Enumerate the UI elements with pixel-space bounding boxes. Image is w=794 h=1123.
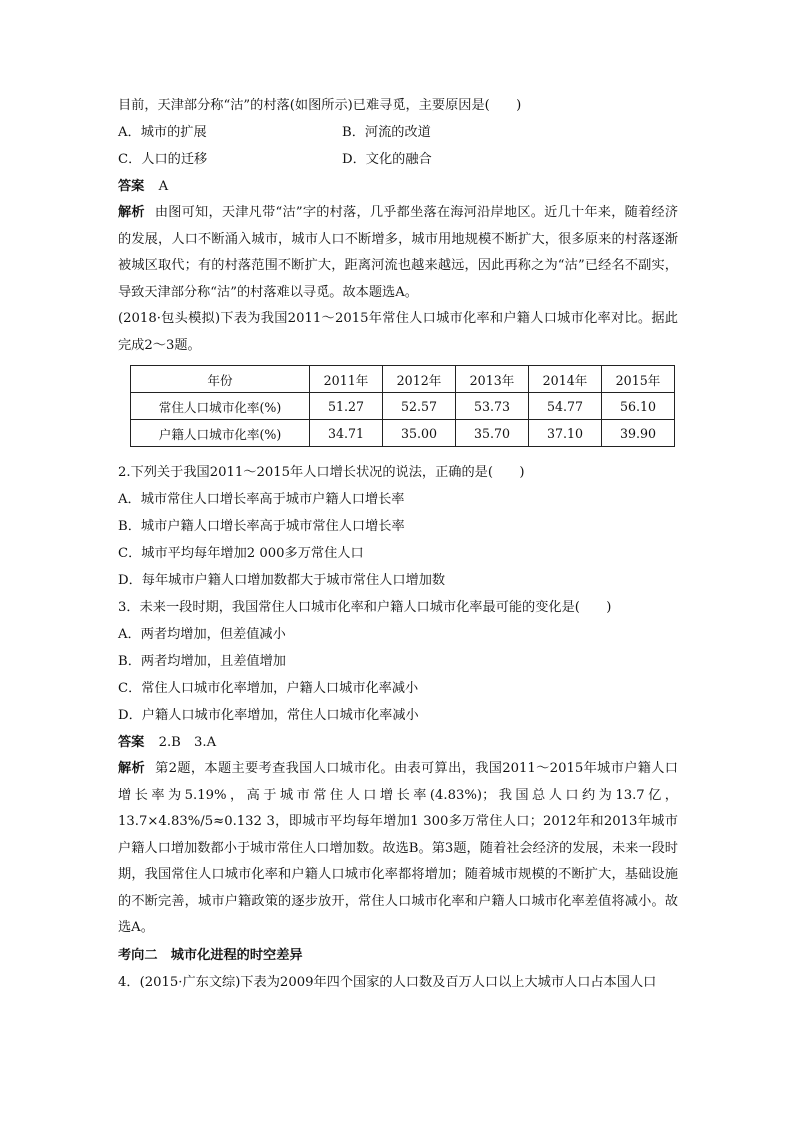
table-cell: 53.73 <box>456 393 529 420</box>
table-header-cell: 2013年 <box>456 366 529 393</box>
q1-option-d: D．文化的融合 <box>342 152 432 167</box>
answer-value: 2.B 3.A <box>158 735 217 750</box>
q2-stem: 2.下列关于我国2011～2015年人口增长状况的说法，正确的是( ) <box>118 465 525 480</box>
q1-stem: 目前，天津部分称“沽”的村落(如图所示)已难寻觅，主要原因是( ) <box>118 98 522 113</box>
table-cell: 37.10 <box>529 420 602 447</box>
q3-option-c: C．常住人口城市化率增加，户籍人口城市化率减小 <box>118 681 419 696</box>
table-cell: 35.00 <box>383 420 456 447</box>
table-header-cell: 2015年 <box>602 366 675 393</box>
table-row <box>131 393 675 420</box>
q2-3-answer <box>118 729 678 756</box>
table-cell: 户籍人口城市化率(%) <box>131 420 310 447</box>
table-cell: 54.77 <box>529 393 602 420</box>
q1-options-row-1 <box>118 119 678 146</box>
table-cell: 51.27 <box>310 393 383 420</box>
q2-3-analysis <box>118 756 678 942</box>
table-cell: 52.57 <box>383 393 456 420</box>
q1-options-row-2 <box>118 146 678 173</box>
table-header-row <box>131 366 675 393</box>
table-header-cell: 2012年 <box>383 366 456 393</box>
q1-option-c: C．人口的迁移 <box>118 152 208 167</box>
analysis-label: 解析 <box>118 761 146 776</box>
q2-3-intro: (2018·包头模拟)下表为我国2011～2015年常住人口城市化率和户籍人口城市化率对比。据此完成2～3题。 <box>118 311 678 353</box>
q1-analysis <box>118 200 678 306</box>
table-header-cell: 2014年 <box>529 366 602 393</box>
table-cell: 常住人口城市化率(%) <box>131 393 310 420</box>
q2-option-c: C．城市平均每年增加2 000多万常住人口 <box>118 546 364 561</box>
answer-label: 答案 <box>118 179 145 194</box>
table-header-cell: 2011年 <box>310 366 383 393</box>
q3-option-d: D．户籍人口城市化率增加，常住人口城市化率减小 <box>118 708 419 723</box>
table-cell: 35.70 <box>456 420 529 447</box>
analysis-text: 由图可知，天津凡带“沽”字的村落，几乎都坐落在海河沿岸地区。近几十年来，随着经济的发展，人口不断涌入城市，城市人口不断增多，城市用地规模不断扩大，很多原来的村落逐渐被城区取代；有的村落范围不断扩大，距离河流也越来越远，因此再称之为“沽”已经名不副实，导致天津部分称“沽”的村落难以寻觅。故本题选A。 <box>118 205 679 300</box>
table-row <box>131 420 675 447</box>
q3-stem: 3．未来一段时期，我国常住人口城市化率和户籍人口城市化率最可能的变化是( ) <box>118 600 612 615</box>
q2-option-d: D．每年城市户籍人口增加数都大于城市常住人口增加数 <box>118 573 446 588</box>
analysis-text: 第2题，本题主要考查我国人口城市化。由表可算出，我国2011～2015年城市户籍人口增长率为5.19%，高于城市常住人口增长率(4.83%)；我国总人口约为13.7亿，13.7×4.83%/5≈0.132 3，即城市平均每年增加1 300多万常住人口；2012年和2013年城市户籍人口增加数都小于城市常住人口增加数。故选B。第3题，随着社会经济的发展，未来一段时期，我国常住人口城市化率和户籍人口城市化率都将增加；随着城市规模的不断扩大，基础设施的不断完善，城市户籍政策的逐步放开，常住人口城市化率和户籍人口城市化率差值将减小。故选A。 <box>118 761 678 935</box>
answer-value: A <box>158 179 169 194</box>
table-cell: 56.10 <box>602 393 675 420</box>
document-page <box>118 92 678 996</box>
urbanization-table <box>130 365 675 447</box>
answer-label: 答案 <box>118 735 145 750</box>
table-cell: 34.71 <box>310 420 383 447</box>
q1-option-a: A．城市的扩展 <box>118 125 207 140</box>
q3-option-a: A．两者均增加，但差值减小 <box>118 627 286 642</box>
q2-option-a: A．城市常住人口增长率高于城市户籍人口增长率 <box>118 492 405 507</box>
q3-option-b: B．两者均增加，且差值增加 <box>118 654 286 669</box>
section-heading: 考向二 城市化进程的时空差异 <box>118 947 303 963</box>
table-cell: 39.90 <box>602 420 675 447</box>
table-header-cell: 年份 <box>131 366 310 393</box>
q2-option-b: B．城市户籍人口增长率高于城市常住人口增长率 <box>118 519 405 534</box>
q1-option-b: B．河流的改道 <box>342 125 431 140</box>
q1-answer <box>118 173 678 200</box>
q4-stem: 4．(2015·广东文综)下表为2009年四个国家的人口数及百万人口以上大城市人口占本国人口 <box>118 974 657 990</box>
analysis-label: 解析 <box>118 205 145 220</box>
